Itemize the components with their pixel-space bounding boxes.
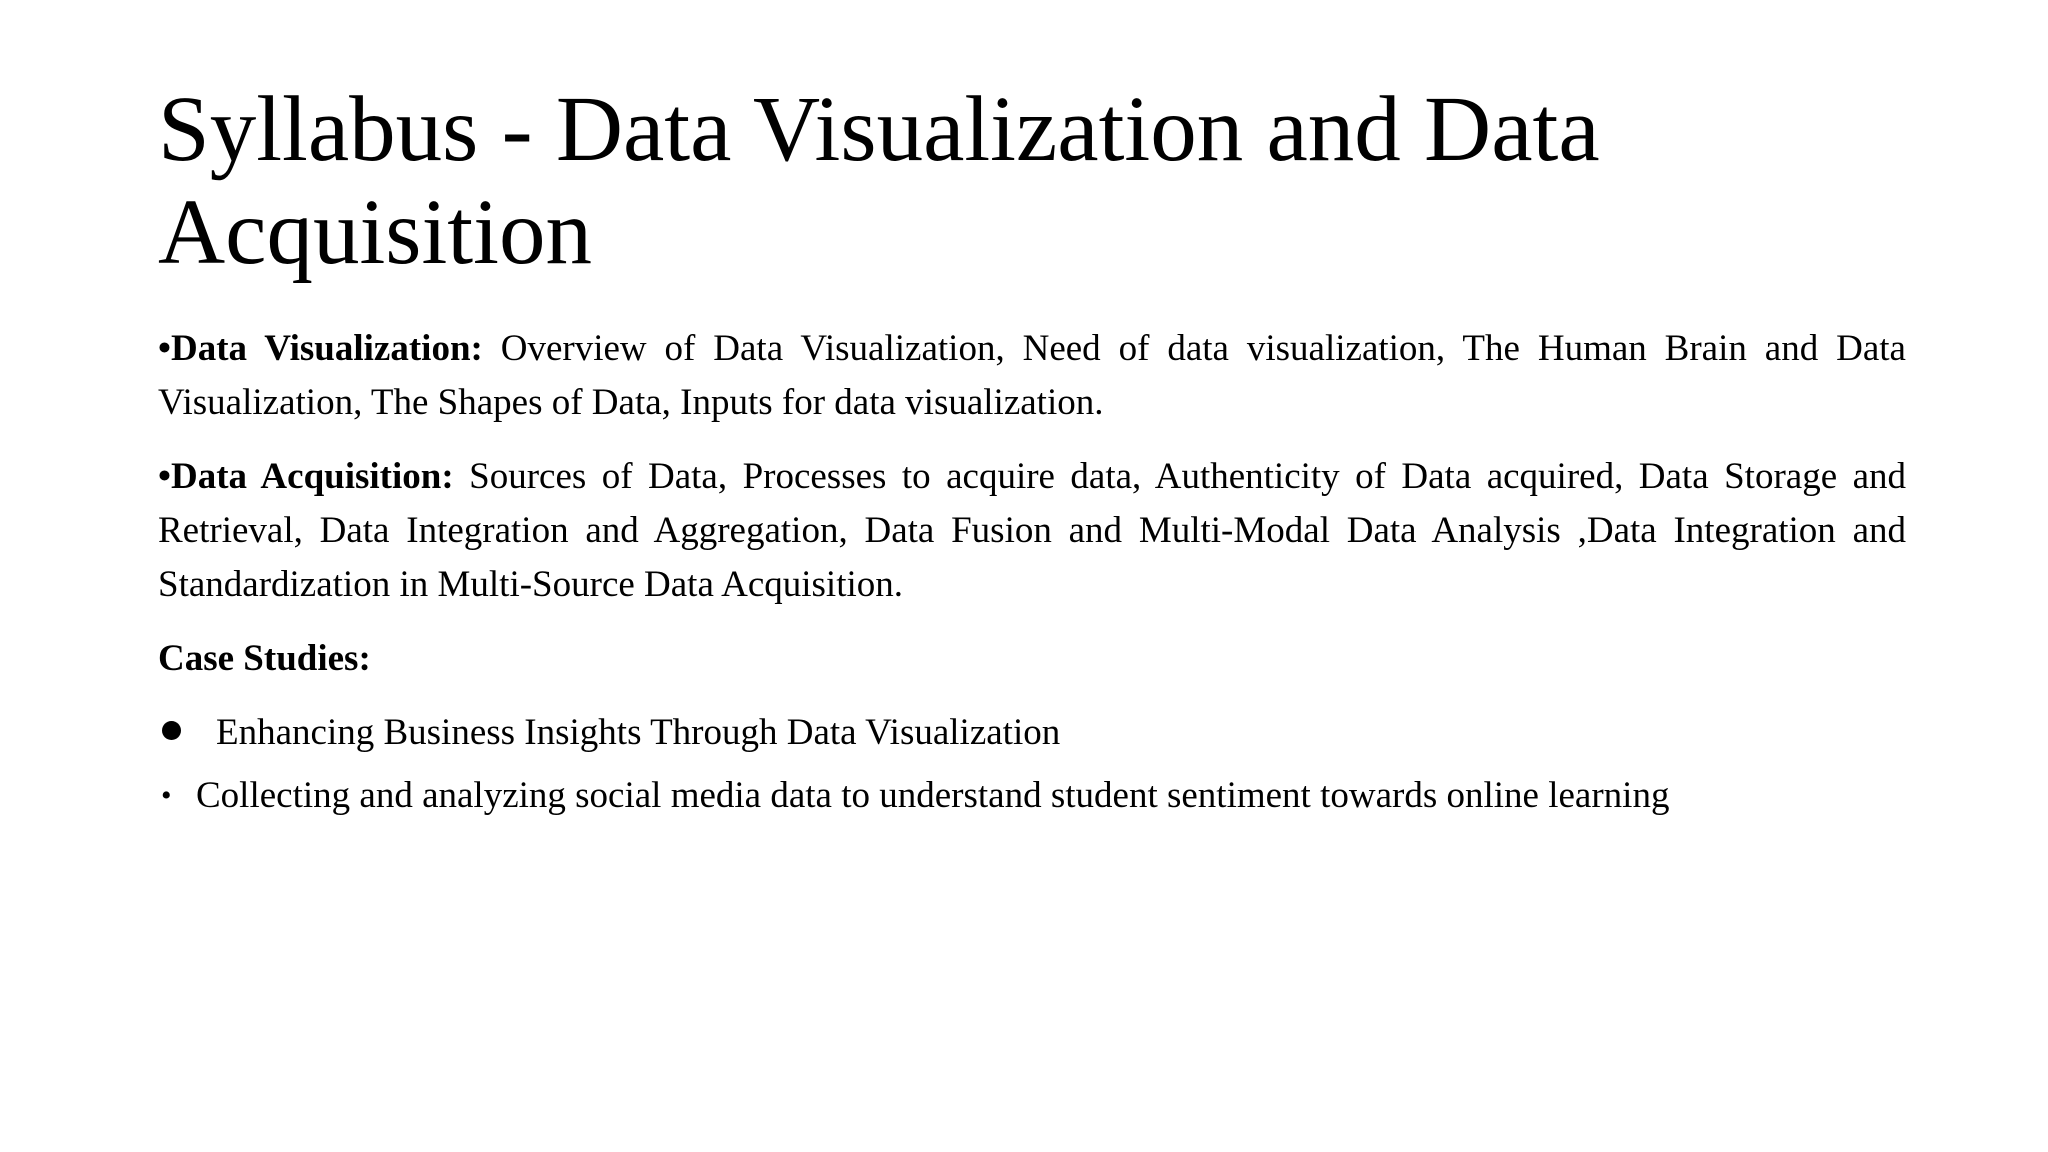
case-studies-heading: Case Studies: — [158, 638, 371, 679]
bullet-glyph: • — [158, 456, 171, 497]
bullet-glyph: • — [161, 779, 172, 812]
section-text: Sources of Data, Processes to acquire data, Authenticity of Data acquired, Data Storage and Retrieval, Data Integration and Aggregation, Data Fusion and Multi-Modal Data Analysis ,Data Integration and Standardization in Multi-Source Data Acquisition. — [158, 456, 1906, 605]
slide-body — [158, 322, 1906, 832]
slide-title: Syllabus - Data Visualization and Data Acquisition — [158, 78, 1600, 284]
case-studies-list — [158, 706, 1906, 823]
filled-circle-bullet-icon — [162, 721, 181, 740]
section-text: Overview of Data Visualization, Need of data visualization, The Human Brain and Data Visualization, The Shapes of Data, Inputs for data visualization. — [158, 328, 1906, 423]
section-label: Data Acquisition: — [170, 456, 454, 497]
list-item — [158, 769, 1906, 823]
section-label: Data Visualization: — [170, 328, 483, 369]
section-data-visualization — [158, 322, 1906, 430]
list-item-text: Enhancing Business Insights Through Data Visualization — [216, 712, 1061, 753]
list-item-text: Collecting and analyzing social media data to understand student sentiment towards online learning — [196, 775, 1670, 816]
section-data-acquisition — [158, 450, 1906, 612]
list-item — [158, 706, 1906, 760]
bullet-glyph: • — [158, 328, 171, 369]
